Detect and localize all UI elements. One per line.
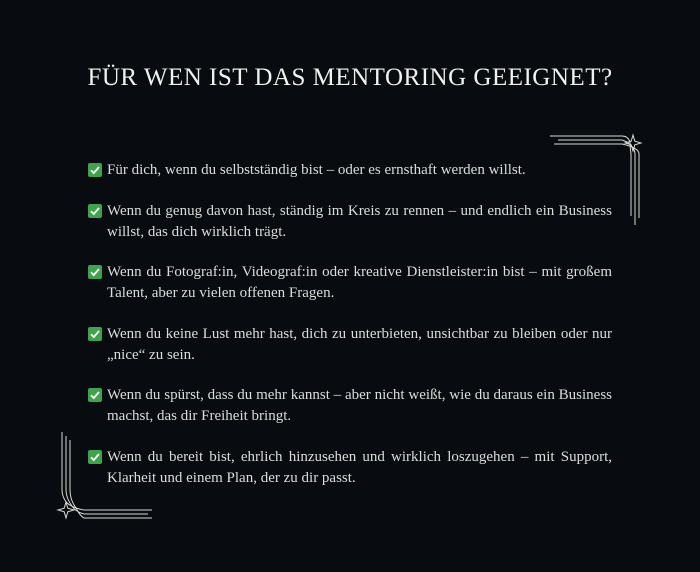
check-mark-icon	[88, 265, 102, 279]
check-mark-icon	[88, 163, 102, 177]
list-item-text: Wenn du bereit bist, ehrlich hinzusehen und wirklich loszugehen – mit Support, Klarheit und einem Plan, der zu dir passt.	[107, 448, 612, 486]
check-mark-icon	[88, 388, 102, 402]
list-item-text: Wenn du genug davon hast, ständig im Kreis zu rennen – und endlich ein Business willst, das dich wirklich trägt.	[107, 202, 612, 240]
check-mark-icon	[88, 327, 102, 341]
list-item-text: Für dich, wenn du selbstständig bist – oder es ernsthaft werden willst.	[107, 162, 526, 178]
page-title: FÜR WEN IST DAS MENTORING GEEIGNET?	[87, 64, 613, 91]
list-item-text: Wenn du keine Lust mehr hast, dich zu unterbieten, unsichtbar zu bleiben oder nur „nice“ zu sein.	[107, 325, 612, 363]
list-item	[88, 262, 612, 304]
list-item	[88, 324, 612, 366]
criteria-list	[88, 160, 612, 489]
list-item	[88, 201, 612, 243]
list-item	[88, 160, 612, 181]
list-item	[88, 447, 612, 489]
list-item-text: Wenn du spürst, dass du mehr kannst – aber nicht weißt, wie du daraus ein Business machst, das dir Freiheit bringt.	[107, 387, 612, 425]
corner-ornament-bottom-left	[54, 428, 158, 524]
list-item	[88, 385, 612, 427]
list-item-text: Wenn du Fotograf:in, Videograf:in oder kreative Dienstleister:in bist – mit großem Talent, aber zu vielen offenen Fragen.	[107, 264, 612, 302]
check-mark-icon	[88, 204, 102, 218]
